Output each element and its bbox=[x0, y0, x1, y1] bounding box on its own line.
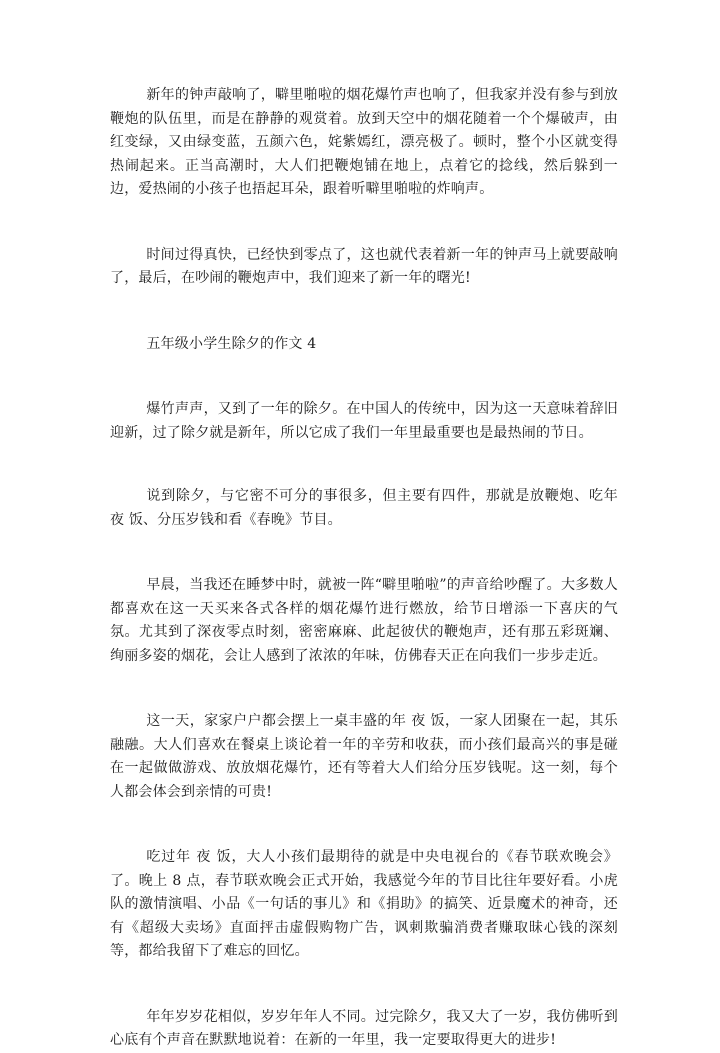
paragraph-gala: 吃过年 夜 饭，大人小孩们最期待的就是中央电视台的《春节联欢晚会》了。晚上 8 点，春节联欢晚会正式开始，我感觉今年的节目比往年要好看。小虎队的激情演唱、小品《一句话的事儿》和《捐助》的搞笑、近景魔术的神奇，还有《超级大卖场》直面抨击虚假购物广告，讽刺欺骗消费者赚取昧心钱的深刻等，都给我留下了难忘的回忆。 bbox=[110, 849, 618, 959]
paragraph-midnight: 时间过得真快，已经快到零点了，这也就代表着新一年的钟声马上就要敲响了，最后，在吵闹的鞭炮声中，我们迎来了新一年的曙光! bbox=[110, 246, 618, 286]
paragraph-gap bbox=[110, 668, 618, 710]
paragraph-gap bbox=[110, 532, 618, 574]
paragraph-gap bbox=[110, 804, 618, 846]
paragraph-morning: 早晨，当我还在睡梦中时，就被一阵“噼里啪啦”的声音给吵醒了。大多数人都喜欢在这一天买来各式各样的烟花爆竹进行燃放，给节日增添一下喜庆的气氛。尤其到了深夜零点时刻，密密麻麻、此起彼伏的鞭炮声，还有那五彩斑斓、绚丽多姿的烟花，会让人感到了浓浓的年味，仿佛春天正在向我们一步步走近。 bbox=[110, 577, 618, 664]
document-page bbox=[110, 84, 618, 1053]
paragraph-conclusion: 年年岁岁花相似，岁岁年年人不同。过完除夕，我又大了一岁，我仿佛听到心底有个声音在默默地说着：在新的一年里，我一定要取得更大的进步! bbox=[110, 1008, 618, 1048]
paragraph-four-things: 说到除夕，与它密不可分的事很多，但主要有四件，那就是放鞭炮、吃年 夜 饭、分压岁钱和看《春晚》节目。 bbox=[110, 488, 618, 528]
paragraph-gap bbox=[110, 445, 618, 485]
paragraph-fireworks: 新年的钟声敲响了，噼里啪啦的烟花爆竹声也响了，但我家并没有参与到放鞭炮的队伍里，而是在静静的观赏着。放到天空中的烟花随着一个个爆破声，由红变绿，又由绿变蓝，五颜六色，姹紫嫣红，漂亮极了。顿时，整个小区就变得热闹起来。正当高潮时，大人们把鞭炮铺在地上，点着它的捻线，然后躲到一边，爱热闹的小孩子也捂起耳朵，跟着听噼里啪啦的炸响声。 bbox=[110, 87, 618, 197]
paragraph-gap bbox=[110, 202, 618, 244]
paragraph-dinner: 这一天，家家户户都会摆上一桌丰盛的年 夜 饭，一家人团聚在一起，其乐融融。大人们喜欢在餐桌上谈论着一年的辛劳和收获，而小孩们最高兴的事是碰在一起做做游戏、放放烟花爆竹，还有等着大人们给分压岁钱呢。这一刻，每个人都会体会到亲情的可贵! bbox=[110, 713, 618, 800]
paragraph-gap bbox=[110, 291, 618, 333]
paragraph-intro: 爆竹声声，又到了一年的除夕。在中国人的传统中，因为这一天意味着辞旧迎新，过了除夕就是新年，所以它成了我们一年里最重要也是最热闹的节日。 bbox=[110, 401, 618, 441]
paragraph-gap bbox=[110, 356, 618, 398]
essay-heading: 五年级小学生除夕的作文 4 bbox=[146, 335, 317, 352]
paragraph-gap bbox=[110, 964, 618, 1006]
